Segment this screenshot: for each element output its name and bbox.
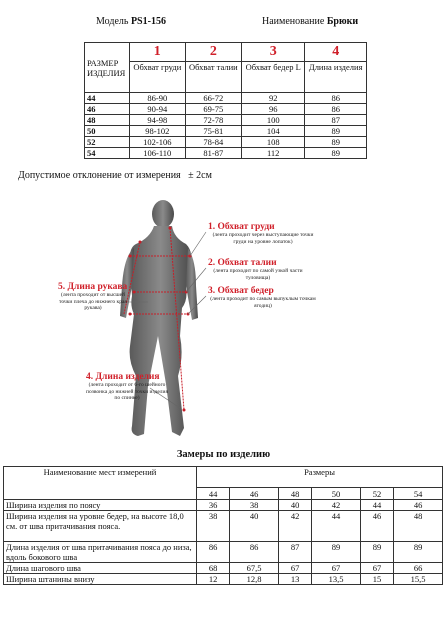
value-cell: 108 [242,137,305,148]
value-cell: 86 [305,93,367,104]
value-cell: 112 [242,148,305,159]
value-cell: 94-98 [130,115,186,126]
value-cell: 69-75 [185,104,241,115]
col-number-2: 2 [185,43,241,62]
label-hips-desc: (лента проходит по самым выпуклым точкам ягодиц) [210,296,316,309]
value-cell: 86-90 [130,93,186,104]
value-cell: 90-94 [130,104,186,115]
model-value: PS1-156 [130,16,166,27]
value-cell: 87 [305,115,367,126]
row-name: Ширина изделия на уровне бедер, на высоте 18,0 см. от шва притачивания пояса. [4,511,197,542]
table-row [4,563,443,574]
value-cell: 100 [242,115,305,126]
size-header-cell: 50 [312,488,361,500]
value-cell: 67 [278,563,311,574]
label-length-title: 4. Длина изделия [86,372,160,382]
value-cell: 42 [312,500,361,511]
label-waist-desc: (лента проходит по самой узкой части туловища) [213,268,303,281]
measurements-title: Замеры по изделию [176,449,271,460]
label-length [86,372,168,402]
label-hips-title: 3. Обхват бедер [208,286,274,296]
col-number-3: 3 [242,43,305,62]
value-cell: 38 [197,511,230,542]
value-cell: 106-110 [130,148,186,159]
value-cell: 92 [242,93,305,104]
tolerance-label: Допустимое отклонение от измерения [18,170,181,181]
size-header-cell: 54 [394,488,443,500]
name-header: Наименование мест измерений [4,467,197,500]
value-cell: 67 [312,563,361,574]
value-cell: 72-78 [185,115,241,126]
value-cell: 86 [197,542,230,563]
value-cell: 75-81 [185,126,241,137]
value-cell: 67 [360,563,393,574]
col-number-1: 1 [130,43,186,62]
value-cell: 89 [305,137,367,148]
label-waist [208,258,308,281]
value-cell: 89 [305,148,367,159]
value-cell: 46 [394,500,443,511]
size-cell: 44 [85,93,130,104]
value-cell: 98-102 [130,126,186,137]
label-chest-title: 1. Обхват груди [208,222,275,232]
value-cell: 36 [197,500,230,511]
value-cell: 12,8 [230,574,279,585]
tolerance-value: ± 2см [188,170,212,181]
model-label: Модель [96,16,129,27]
value-cell: 66-72 [185,93,241,104]
value-cell: 86 [305,104,367,115]
size-header-cell: 44 [197,488,230,500]
value-cell: 15 [360,574,393,585]
value-cell: 89 [360,542,393,563]
col-header-hips: Обхват бедер L [242,62,305,93]
value-cell: 87 [278,542,311,563]
size-cell: 54 [85,148,130,159]
value-cell: 46 [360,511,393,542]
measurements-table [3,466,443,585]
value-cell: 12 [197,574,230,585]
label-chest-desc: (лента проходит через выступающие точки груди на уровне лопаток) [212,232,314,245]
name-value: Брюки [326,16,359,27]
label-length-desc: (лента проходит от 6-го шейного позвонка до нижней точки изделия по спинке) [86,382,169,401]
value-cell: 78-84 [185,137,241,148]
table-row [4,511,443,542]
value-cell: 15,5 [394,574,443,585]
value-cell: 44 [312,511,361,542]
size-cell: 50 [85,126,130,137]
value-cell: 42 [278,511,311,542]
col-header-waist: Обхват талии [185,62,241,93]
label-chest [208,222,318,245]
label-sleeve [58,282,128,312]
sizes-header: Размеры [197,467,443,488]
value-cell: 89 [305,126,367,137]
value-cell: 81-87 [185,148,241,159]
value-cell: 66 [394,563,443,574]
value-cell: 40 [230,511,279,542]
table-row [4,574,443,585]
value-cell: 13 [278,574,311,585]
value-cell: 104 [242,126,305,137]
value-cell: 67,5 [230,563,279,574]
col-header-length: Длина изделия [305,62,367,93]
size-cell: 48 [85,115,130,126]
size-header: РАЗМЕР ИЗДЕЛИЯ [85,43,130,93]
size-header-cell: 48 [278,488,311,500]
label-hips [208,286,318,309]
value-cell: 68 [197,563,230,574]
value-cell: 102-106 [130,137,186,148]
row-name: Длина шагового шва [4,563,197,574]
value-cell: 96 [242,104,305,115]
name-label: Наименование [262,16,325,27]
label-waist-title: 2. Обхват талии [208,258,277,268]
label-sleeve-title: 5. Длина рукава [58,282,128,292]
size-header-cell: 52 [360,488,393,500]
table-row [4,500,443,511]
col-number-4: 4 [305,43,367,62]
size-cell: 52 [85,137,130,148]
value-cell: 48 [394,511,443,542]
row-name: Ширина штанины внизу [4,574,197,585]
value-cell: 40 [278,500,311,511]
value-cell: 38 [230,500,279,511]
value-cell: 89 [312,542,361,563]
value-cell: 13,5 [312,574,361,585]
label-sleeve-desc: (лента проходит от высшей точки плеча до нижнего края рукава) [59,292,127,311]
value-cell: 89 [394,542,443,563]
row-name: Длина изделия от шва притачивания пояса до низа, вдоль бокового шва [4,542,197,563]
col-header-chest: Обхват груди [130,62,186,93]
value-cell: 44 [360,500,393,511]
row-name: Ширина изделия по поясу [4,500,197,511]
value-cell: 86 [230,542,279,563]
table-row [4,542,443,563]
size-header-cell: 46 [230,488,279,500]
size-cell: 46 [85,104,130,115]
